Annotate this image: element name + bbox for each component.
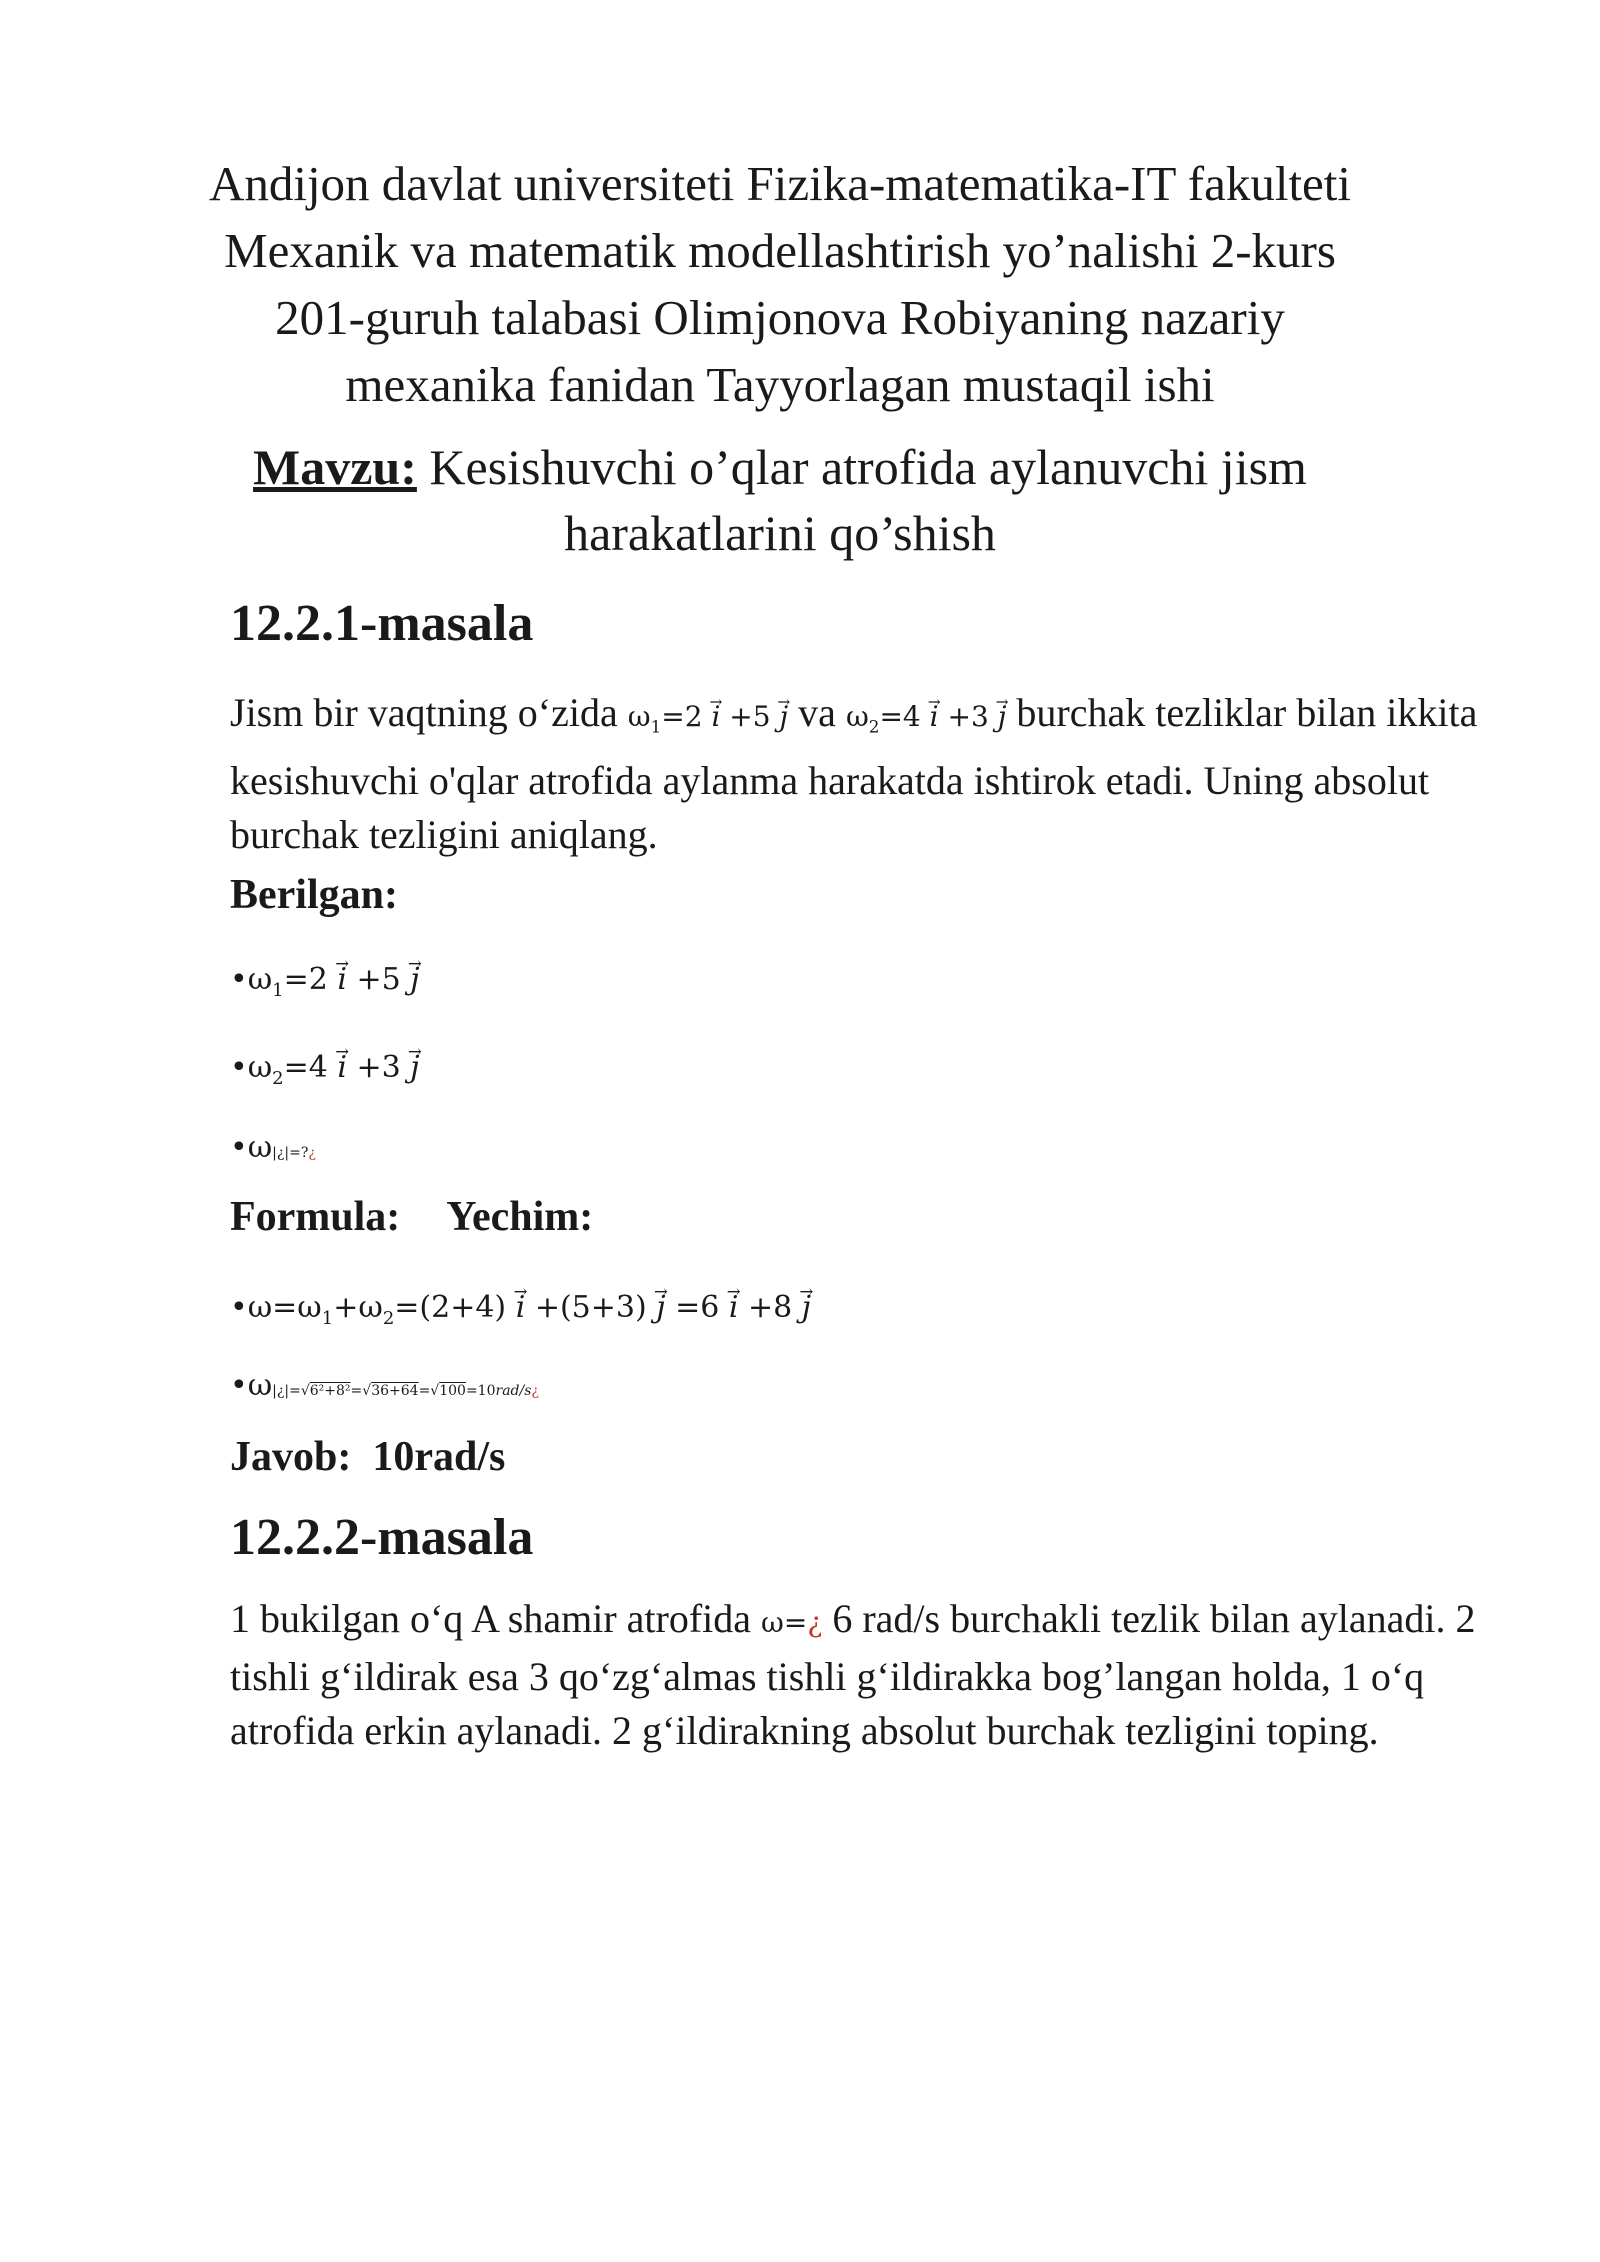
header-line: 201-guruh talabasi Olimjonova Robiyaning nazariy	[275, 290, 1285, 345]
omega-symbol: ω=	[761, 1606, 808, 1639]
omega-formula	[761, 1606, 822, 1639]
topic-label: Mavzu:	[253, 439, 417, 495]
omega1-formula: $\omega_1=2 \to i +5 \to j$	[628, 700, 788, 733]
given-omega-unknown: •ω|¿|=?¿	[230, 1130, 316, 1165]
given-label: Berilgan:	[230, 872, 398, 918]
topic	[100, 434, 1460, 566]
formula-solution-labels	[230, 1192, 593, 1242]
problem-2-title: 12.2.2-masala	[230, 1509, 534, 1566]
header-line: Mexanik va matematik modellashtirish yo’nalishi 2-kurs	[224, 223, 1336, 278]
document-header	[100, 150, 1460, 418]
given-omega2: $•\omega_2=4 \to i +3 \to j$	[230, 1048, 420, 1099]
unknown-mark: ¿	[807, 1606, 823, 1639]
statement-text: burchak tezliklar bilan ikkita kesishuvchi o'qlar atrofida aylanma harakatda ishtirok etadi. Uning absolut burchak tezligini aniqlang.	[230, 690, 1478, 857]
omega2-formula: $\omega_2=4 \to i +3 \to j$	[846, 700, 1006, 733]
statement-text: 1 bukilgan o‘q A shamir atrofida	[230, 1596, 762, 1641]
topic-text-2: harakatlarini qo’shish	[564, 505, 996, 561]
statement-text: 6 rad/s burchakli tezlik bilan aylanadi. 2 tishli g‘ildirak esa 3 qo‘zg‘almas tishli g‘ildirakka bog’langan holda, 1 o‘q atrofida erkin aylanadi. 2 g‘ildirakning absolut burchak tezligini toping.	[230, 1596, 1476, 1753]
solution-step-1: $•\omega=\omega_1+\omega_2=(2+4) \to i +(5+3) \to j =6 \to i +8 \to j$	[230, 1288, 811, 1339]
header-line: mexanika fanidan Tayyorlagan mustaqil ishi	[345, 357, 1215, 412]
problem-1-title: 12.2.1-masala	[230, 595, 534, 652]
header-line: Andijon davlat universiteti Fizika-matematika-IT fakulteti	[208, 156, 1352, 211]
statement-text: va	[788, 690, 846, 735]
solution-label: Yechim:	[446, 1194, 594, 1240]
answer-label: Javob:	[230, 1434, 352, 1480]
statement-text: Jism bir vaqtning o‘zida	[230, 690, 628, 735]
answer	[230, 1432, 505, 1482]
solution-step-2: •ω|¿|=√6²+8²=√36+64=√100=10rad/s¿	[230, 1368, 539, 1403]
problem-1-statement	[230, 686, 1480, 862]
given-omega1: $•\omega_1=2 \to i +5 \to j$	[230, 960, 420, 1011]
answer-value: 10rad/s	[372, 1434, 506, 1480]
problem-2-statement	[230, 1592, 1480, 1758]
formula-label: Formula:	[230, 1194, 401, 1240]
topic-text: Kesishuvchi o’qlar atrofida aylanuvchi jism	[416, 439, 1307, 495]
